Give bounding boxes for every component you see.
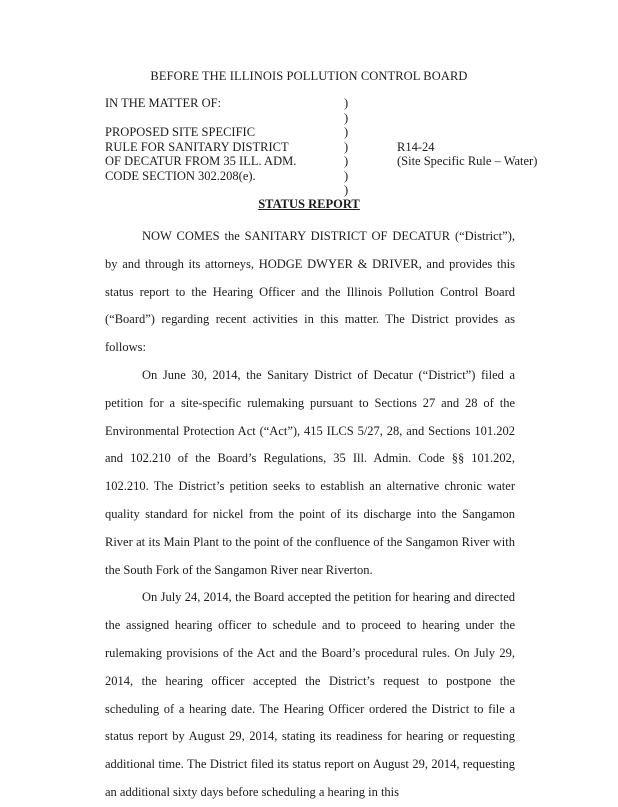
case-type: (Site Specific Rule – Water) <box>397 154 538 168</box>
caption-line: PROPOSED SITE SPECIFIC <box>105 125 256 139</box>
caption-line: RULE FOR SANITARY DISTRICT <box>105 139 289 154</box>
paren: ) <box>344 168 349 183</box>
paragraph: On July 24, 2014, the Board accepted the petition for hearing and directed the assigned hearing officer to schedule and to proceed to hearing under the rulemaking provisions of the Act and the Board’s procedural rules. On July 29, 2014, the hearing officer accepted the District’s request to postpone the scheduling of a hearing date. The Hearing Officer ordered the District to file a status report by August 29, 2014, stating its readiness for hearing or requesting additional time. The District filed its status report on August 29, 2014, requesting an additional sixty days before scheduling a hearing in this <box>105 590 515 799</box>
paren: ) <box>344 183 349 197</box>
matter-heading: IN THE MATTER OF: <box>105 96 222 110</box>
paren: ) <box>344 139 349 154</box>
document-body <box>105 223 515 807</box>
caption-line: CODE SECTION 302.208(e). <box>105 168 256 183</box>
paragraph: On June 30, 2014, the Sanitary District of Decatur (“District”) filed a petition for a site-specific rulemaking pursuant to Sections 27 and 28 of the Environmental Protection Act (“Act”), 415 ILCS 5/27, 28, and Sections 101.202 and 102.210 of the Board’s Regulations, 35 Ill. Admin. Code §§ 101.202, 102.210. The District’s petition seeks to establish an alternative chronic water quality standard for nickel from the point of its discharge into the Sangamon River at its Main Plant to the point of the confluence of the Sangamon River with the South Fork of the Sangamon River near Riverton. <box>105 367 515 577</box>
caption-parens <box>344 96 348 198</box>
paragraph: NOW COMES the SANITARY DISTRICT OF DECATUR (“District”), by and through its attorneys, HODGE DWYER & DRIVER, and provides this status report to the Hearing Officer and the Illinois Pollution Control Board (“Board”) regarding recent activities in this matter. The District provides as follows: <box>105 229 515 355</box>
paren: ) <box>344 125 349 139</box>
caption-right <box>397 140 537 169</box>
document-title: STATUS REPORT <box>258 197 360 211</box>
board-header: BEFORE THE ILLINOIS POLLUTION CONTROL BOARD <box>150 69 468 83</box>
paren: ) <box>344 110 349 125</box>
paren: ) <box>344 154 349 168</box>
paren: ) <box>344 96 349 110</box>
caption-line: OF DECATUR FROM 35 ILL. ADM. <box>105 154 297 168</box>
caption-left <box>105 96 335 183</box>
case-number: R14-24 <box>397 139 435 154</box>
